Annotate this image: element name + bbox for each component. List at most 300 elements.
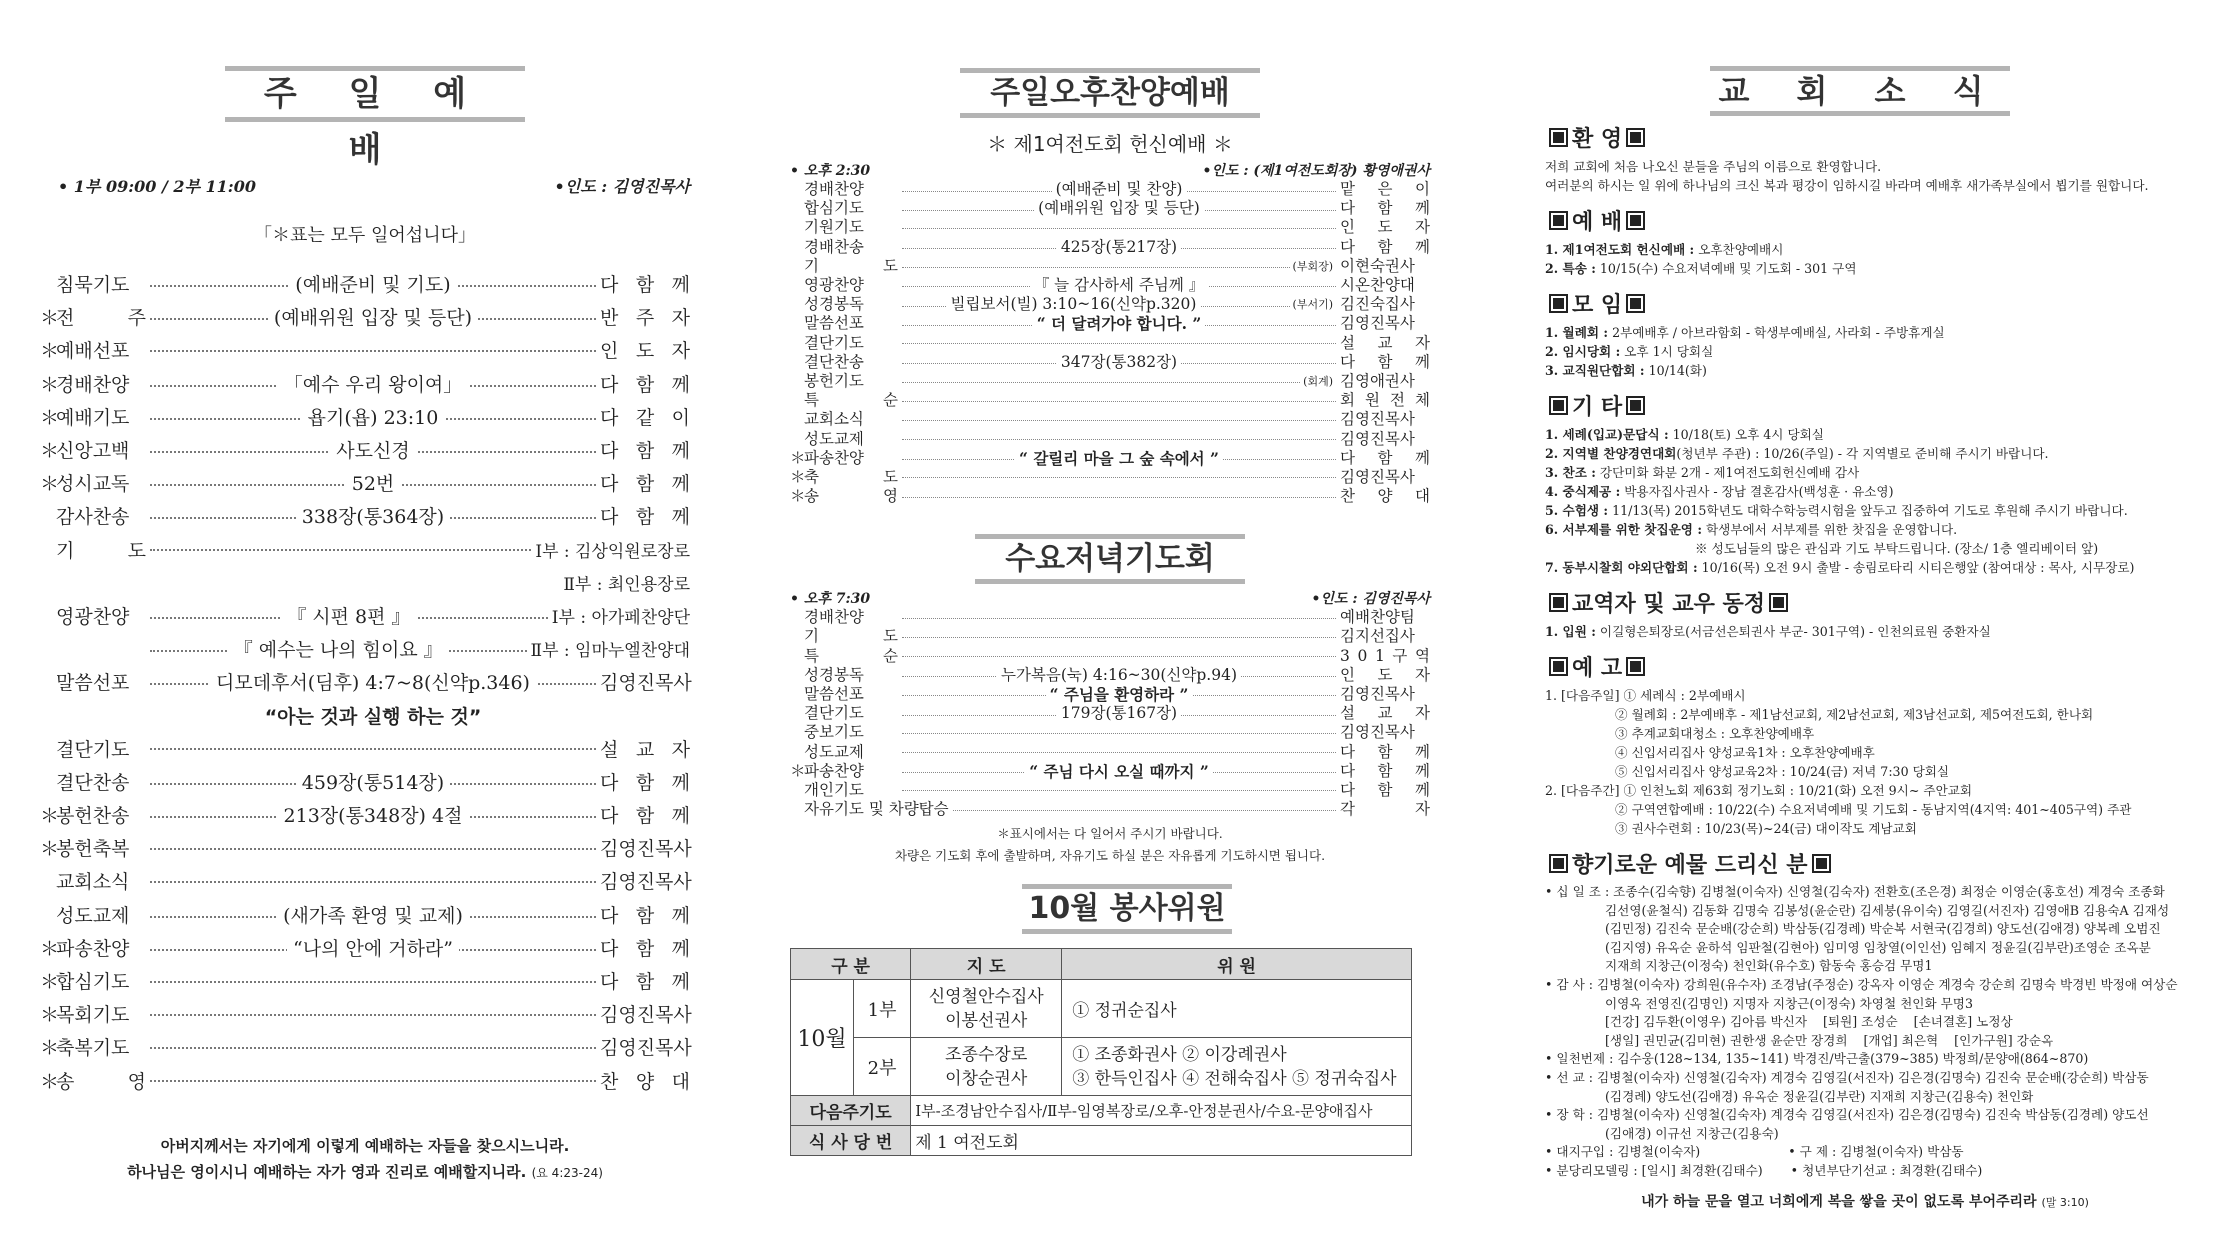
order-dots <box>150 668 596 695</box>
list-item: • 선 교 : 김병철(이숙자) 신영철(김숙자) 계경숙 김영길(서진자) 김은경(김명숙) 김진숙 문순배(강순희) 박삼동 <box>1545 1069 2149 1085</box>
order-label: 결단기도 <box>56 738 130 761</box>
order-person: 회 원 전 체 <box>1340 391 1430 410</box>
list-item: ⑤ 신입서리집사 양성교육2차 : 10/24(금) 저녁 7:30 당회실 <box>1615 764 1950 779</box>
standing-mark: ＊ <box>40 1004 60 1027</box>
order-label: 결단기도 <box>804 704 864 723</box>
table-row <box>790 685 1430 704</box>
order-dots <box>902 666 1336 685</box>
standing-mark: ＊ <box>790 487 806 506</box>
order-person: 설 교 자 <box>1340 704 1430 723</box>
item-text: 강단미화 화분 2개 - 제1여전도회헌신예배 감사 <box>1595 465 1860 480</box>
table-row <box>790 704 1430 723</box>
service-leader: •인도 : 김영진목사 <box>554 177 690 196</box>
church-news-title-box <box>1710 66 2010 116</box>
order-label: 중보기도 <box>804 723 864 742</box>
order-person: 김영진목사 <box>1340 685 1415 704</box>
order-dots <box>902 704 1336 723</box>
officer-role: (회계) <box>1300 372 1336 391</box>
order-label: 자유기도 및 차량탑승 <box>804 800 949 819</box>
order-person: 다 같 이 <box>600 406 690 429</box>
order-person: 다 함 께 <box>600 506 690 529</box>
order-dots <box>902 314 1336 333</box>
item-text: (청년부 주관) : 10/26(주일) - 각 지역별로 준비해 주시기 바랍니다. <box>1676 446 2049 461</box>
table-row <box>790 781 1430 800</box>
item-heading: 1. 세례(입교)문답식 : <box>1545 427 1669 442</box>
order-person: 김영진목사 <box>600 672 692 695</box>
offering-list <box>1545 883 2185 1181</box>
officer-role: (부서기) <box>1290 295 1336 314</box>
list-item: 2. 임시당회 : 오후 1시 당회실 <box>1545 344 1714 359</box>
list-item: • 분당리모델링 : [일시] 최경환(김태수) • 청년부단기선교 : 최경환(김태수) <box>1545 1162 1983 1178</box>
table-row <box>40 665 690 698</box>
standing-mark: ＊ <box>40 1037 60 1060</box>
list-item: (김지영) 유옥순 윤하석 임판철(김현아) 임미영 임창열(이인선) 임혜지 정윤길(김부란)조영순 조옥분 <box>1605 939 2151 955</box>
order-label: 성도교제 <box>804 429 864 448</box>
table-row <box>790 314 1430 333</box>
list-item: • 대지구입 : 김병철(이숙자) • 구 제 : 김병철(이숙자) 박삼동 <box>1545 1144 1964 1160</box>
order-person: 다 함 께 <box>600 771 690 794</box>
item-heading: 5. 수험생 : <box>1545 503 1609 518</box>
order-label: 송 영 <box>804 487 898 506</box>
order-detail: (예배준비 및 찬양) <box>1052 180 1187 199</box>
afternoon-subtitle: ＊ 제1여전도회 헌신예배 ＊ <box>987 132 1233 156</box>
wednesday-time: • 오후 7:30 <box>790 591 871 608</box>
order-label: 합심기도 <box>56 971 130 994</box>
afternoon-order <box>790 180 1430 506</box>
order-person: 김영진목사 <box>600 871 692 894</box>
order-label: 경배찬양 <box>56 373 130 396</box>
order-dots <box>902 449 1336 468</box>
order-detail: 213장(통348장) 4절 <box>278 801 469 828</box>
item-heading: 3. 찬조 : <box>1545 465 1596 480</box>
volunteer-table-header: 구 분 지 도 위 원 <box>791 949 1412 980</box>
list-item: 1. 월례회 : 2부예배후 / 아브라함회 - 학생부예배실, 사라회 - 주방휴게실 <box>1545 325 1945 340</box>
order-of-service <box>40 267 690 1097</box>
table-row <box>40 1030 690 1063</box>
table-row <box>790 429 1430 448</box>
standing-mark: ＊ <box>40 838 60 861</box>
wednesday-leader: •인도 : 김영진목사 <box>1311 591 1430 608</box>
order-label: 파송찬양 <box>804 761 864 780</box>
list-item <box>1545 539 2185 558</box>
service-time: • 1부 09:00 / 2부 11:00 <box>58 177 256 196</box>
order-label: 목회기도 <box>56 1004 130 1027</box>
order-detail: (예배위원 입장 및 등단) <box>1034 199 1204 218</box>
order-label: 결단기도 <box>804 333 864 352</box>
order-person: 다 함 께 <box>600 904 690 927</box>
list-item: • 감 사 : 김병철(이숙자) 강희원(유수자) 조경남(주정순) 강옥자 이영순 계경숙 강순희 김명숙 박경빈 박정애 여상순 <box>1545 976 2178 992</box>
afternoon-service-column <box>790 0 1430 1156</box>
welcome-line-2: 여러분의 하시는 일 위에 하나님의 크신 복과 평강이 임하시길 바라며 예배후 새가족부실에서 뵙기를 원합니다. <box>1545 178 2149 193</box>
table-row <box>790 257 1430 276</box>
table-row <box>790 218 1430 237</box>
table-row <box>790 372 1430 391</box>
list-item <box>1545 501 2185 520</box>
item-heading: 4. 중식제공 : <box>1545 484 1621 499</box>
table-row <box>40 333 690 366</box>
order-label: 기원기도 <box>804 218 864 237</box>
list-item: ② 구역연합예배 : 10/22(수) 수요저녁예배 및 기도회 - 동남지역(4지역: 401~405구역) 주관 <box>1615 802 2132 817</box>
table-row <box>790 468 1430 487</box>
staff-heading: 교역자 및 교우 동정 <box>1545 587 2185 618</box>
order-dots <box>902 180 1336 199</box>
order-detail: 누가복음(눅) 4:16~30(신약p.94) <box>997 666 1241 685</box>
order-detail: 459장(통514장) <box>296 768 450 795</box>
order-label: 예배기도 <box>56 406 130 429</box>
preview-list <box>1545 686 2185 838</box>
afternoon-leader: •인도 : (제1여전도회장) 황영애권사 <box>1202 163 1430 179</box>
sunday-worship-column <box>40 0 690 1186</box>
order-label: 성경봉독 <box>804 295 864 314</box>
order-detail: “나의 안에 거하라” <box>287 934 459 961</box>
standing-mark: ＊ <box>40 406 60 429</box>
item-text: 10/18(토) 오후 4시 당회실 <box>1668 427 1824 442</box>
order-person: 다 함 께 <box>600 805 690 828</box>
offering-heading: 향기로운 예물 드리신 분 <box>1545 848 2185 879</box>
table-row <box>40 698 690 731</box>
standing-mark: ＊ <box>790 448 806 467</box>
table-row <box>790 276 1430 295</box>
order-label: 결단찬송 <box>804 352 864 371</box>
order-label: 침묵기도 <box>56 274 130 297</box>
standing-mark: ＊ <box>40 1070 60 1093</box>
list-item: 이영옥 전영진(김명인) 지명자 지창근(이정숙) 차영철 천인화 무명3 <box>1605 995 1973 1011</box>
item-text: 10/16(목) 오전 9시 출발 - 송림로타리 시티은행앞 (참여대상 : 목사, 시무장로) <box>1697 560 2135 575</box>
order-label: 합심기도 <box>804 199 864 218</box>
list-item: • 장 학 : 김병철(이숙자) 신영철(김숙자) 계경숙 김영길(서진자) 김은경(김명숙) 김진숙 박삼동(김경례) 양도선 <box>1545 1107 2149 1123</box>
table-row <box>40 566 690 599</box>
order-detail: 347장(통382장) <box>1057 353 1181 372</box>
table-row <box>790 647 1430 666</box>
order-label: 특 순 <box>804 646 898 665</box>
order-person: 찬 양 대 <box>600 1070 690 1093</box>
order-dots <box>150 635 527 662</box>
item-heading: 6. 서부제를 위한 찻집운영 : <box>1545 522 1702 537</box>
order-person: 다 함 께 <box>1340 448 1430 467</box>
list-item: ③ 권사수련회 : 10/23(목)~24(금) 대이작도 계남교회 <box>1615 821 1917 836</box>
item-text: ※ 성도님들의 많은 관심과 기도 부탁드립니다. (장소/ 1층 엘리베이터 앞) <box>1695 541 2099 556</box>
table-row: 식 사 당 번 제 1 여전도회 <box>791 1126 1412 1156</box>
table-row <box>40 300 690 333</box>
verse-ref: (요 4:23-24) <box>531 1165 603 1180</box>
order-person: 다 함 께 <box>600 274 690 297</box>
list-item <box>1545 425 2185 444</box>
table-row <box>40 533 690 566</box>
order-detail: 179장(통167장) <box>1057 704 1181 723</box>
order-label: 축 도 <box>804 467 898 486</box>
order-dots <box>146 702 600 729</box>
list-item: 김선영(윤철식) 김동화 김명숙 김봉성(윤순란) 김세붕(유이숙) 김영길(서진자) 김영애B 김용숙A 김재성 <box>1605 902 2170 918</box>
table-row <box>40 831 690 864</box>
wednesday-note-2: 차량은 기도회 후에 출발하며, 자유기도 하실 분은 자유롭게 기도하시면 됩니다. <box>894 848 1326 864</box>
table-row <box>40 864 690 897</box>
order-detail: 욥기(욥) 23:10 <box>302 403 445 430</box>
standing-mark: ＊ <box>40 473 60 496</box>
table-row: 다음주기도 Ⅰ부-조경남안수집사/Ⅱ부-임영복장로/오후-안정분권사/수요-문양애집사 <box>791 1096 1412 1126</box>
bottom-verse-ref: (말 3:10) <box>2041 1195 2089 1209</box>
order-dots <box>150 303 596 330</box>
table-row <box>40 931 690 964</box>
order-dots <box>150 901 596 928</box>
list-item <box>1545 482 2185 501</box>
table-row <box>790 353 1430 372</box>
worship-heading: 예 배 <box>1545 205 2185 236</box>
standing-note: 「＊표는 모두 일어섭니다」 <box>254 225 476 246</box>
order-label: 파송찬양 <box>56 937 130 960</box>
standing-mark: ＊ <box>790 467 806 486</box>
list-item: 지재희 지창근(이정숙) 천인화(유수호) 함동숙 홍승검 무명1 <box>1605 958 1933 974</box>
order-person: 다 함 께 <box>600 971 690 994</box>
order-dots <box>150 768 596 795</box>
order-dots <box>902 257 1336 276</box>
order-person: 김영진목사 <box>1340 314 1415 333</box>
order-label: 교회소식 <box>804 410 864 429</box>
table-row <box>790 295 1430 314</box>
order-dots <box>902 295 1336 314</box>
list-item: ② 월례회 : 2부예배후 - 제1남선교회, 제2남선교회, 제3남선교회, 제5여전도회, 한나회 <box>1615 707 2094 722</box>
order-dots <box>902 276 1336 295</box>
order-dots <box>150 469 596 496</box>
list-item <box>1545 463 2185 482</box>
verse-line-1: 아버지께서는 자기에게 이렇게 예배하는 자들을 찾으시느니라. <box>160 1136 570 1155</box>
order-label: 기 도 <box>804 256 898 275</box>
order-person: 김지선집사 <box>1340 627 1415 646</box>
order-person: 다 함 께 <box>600 473 690 496</box>
table-row <box>790 800 1430 819</box>
order-label: 말씀선포 <box>804 314 864 333</box>
wednesday-title-box <box>975 534 1245 584</box>
list-item: (김경례) 양도선(김애경) 유옥순 정윤길(김부란) 지재희 지창근(김용숙) 천인화 <box>1605 1088 2034 1104</box>
order-person: 김영애권사 <box>1340 371 1415 390</box>
order-dots <box>150 370 596 397</box>
order-person: 다 함 께 <box>1340 199 1430 218</box>
etc-heading: 기 타 <box>1545 390 2185 421</box>
list-item: (김애경) 이규선 지창근(김용숙) <box>1605 1125 1779 1141</box>
order-detail: (예배위원 입장 및 등단) <box>268 303 478 330</box>
order-dots <box>150 270 596 297</box>
order-label: 봉헌찬송 <box>56 805 130 828</box>
order-dots <box>902 685 1336 704</box>
order-detail: 디모데후서(딤후) 4:7~8(신약p.346) <box>210 668 536 695</box>
order-label: 감사찬송 <box>56 506 130 529</box>
etc-list <box>1545 425 2185 577</box>
table-row <box>40 997 690 1030</box>
order-person: 찬 양 대 <box>1340 487 1430 506</box>
table-row <box>790 238 1430 257</box>
order-person: 다 함 께 <box>600 440 690 463</box>
order-detail: (새가족 환영 및 교제) <box>277 901 469 928</box>
list-item: 1. [다음주일] ① 세례식 : 2부예배시 <box>1545 688 1746 703</box>
order-label: 성도교제 <box>56 904 130 927</box>
standing-mark: ＊ <box>40 307 60 330</box>
order-label: 송 영 <box>56 1070 146 1093</box>
list-item: 2. 특송 : 10/15(수) 수요저녁예배 및 기도회 - 301 구역 <box>1545 261 1857 276</box>
table-row <box>40 798 690 831</box>
item-text: 박용자집사권사 - 장남 결혼감사(백성훈 · 유소영) <box>1620 484 1894 499</box>
order-person: 김영진목사 <box>600 1004 692 1027</box>
order-person: 인 도 자 <box>1340 218 1430 237</box>
table-row <box>40 964 690 997</box>
month-cell: 10월 <box>791 980 854 1096</box>
standing-mark: ＊ <box>40 937 60 960</box>
table-row <box>790 487 1430 506</box>
order-dots <box>150 502 596 529</box>
order-person: 다 함 께 <box>1340 761 1430 780</box>
order-person: 다 함 께 <box>1340 237 1430 256</box>
list-item: ④ 신입서리집사 양성교육1차 : 오후찬양예배후 <box>1615 745 1875 760</box>
table-row <box>40 400 690 433</box>
order-dots <box>902 372 1336 391</box>
table-row <box>40 1064 690 1097</box>
wednesday-note-1: ＊표시에서는 다 일어서 주시기 바랍니다. <box>997 826 1223 842</box>
table-row <box>40 267 690 300</box>
order-person: 다 함 께 <box>1340 352 1430 371</box>
order-detail: 「예수 우리 왕이여」 <box>278 370 469 397</box>
order-label: 개인기도 <box>804 780 864 799</box>
volunteer-title: 10월 봉사위원 <box>1028 891 1226 927</box>
order-person: 김영진목사 <box>1340 410 1415 429</box>
table-row <box>40 732 690 765</box>
order-person: 김영진목사 <box>1340 429 1415 448</box>
order-dots <box>150 436 596 463</box>
item-heading: 2. 지역별 찬양경연대회 <box>1545 446 1677 461</box>
table-row <box>790 743 1430 762</box>
table-row <box>790 180 1430 199</box>
order-person: 김영진목사 <box>600 838 692 861</box>
order-person: Ⅱ부 : 최인용장로 <box>563 574 690 595</box>
table-row <box>790 449 1430 468</box>
meeting-heading: 모 임 <box>1545 288 2185 319</box>
table-row <box>790 334 1430 353</box>
list-item: [생일] 권민균(김미현) 권한생 윤순만 장경희 [개업] 최은혁 [인가구원] 강순옥 <box>1605 1032 2054 1048</box>
order-label: 경배찬양 <box>804 608 864 627</box>
order-person: 김영진목사 <box>1340 723 1415 742</box>
table-row <box>790 199 1430 218</box>
sunday-worship-title-box <box>225 66 525 170</box>
table-row <box>790 762 1430 781</box>
table-row <box>40 765 690 798</box>
order-person: 각 자 <box>1340 800 1430 819</box>
order-detail: 338장(통364장) <box>296 502 450 529</box>
order-label: 봉헌기도 <box>804 371 864 390</box>
table-row <box>40 898 690 931</box>
order-label: 성경봉독 <box>804 665 864 684</box>
order-dots <box>902 762 1336 781</box>
order-person: 시온찬양대 <box>1340 276 1415 295</box>
table-row <box>790 723 1430 742</box>
table-row <box>790 391 1430 410</box>
order-detail: (예배준비 및 기도) <box>289 270 456 297</box>
list-item: 3. 교직원단합회 : 10/14(화) <box>1545 363 1707 378</box>
order-person: Ⅱ부 : 임마누엘찬양대 <box>530 641 690 662</box>
welcome-heading: 환 영 <box>1545 122 2185 153</box>
table-row <box>790 410 1430 429</box>
list-item: [건강] 김두환(이영우) 김아름 박신자 [퇴원] 조성순 [손녀결혼] 노정상 <box>1605 1014 2013 1030</box>
order-dots <box>150 934 596 961</box>
order-detail: 425장(통217장) <box>1057 238 1181 257</box>
list-item: 1. 제1여전도회 헌신예배 : 오후찬양예배시 <box>1545 242 1784 257</box>
order-detail: 『 늘 감사하세 주님께 』 <box>1030 276 1209 295</box>
order-detail: “ 갈릴리 마을 그 숲 속에서 ” <box>1015 449 1223 468</box>
order-label: 파송찬양 <box>804 448 864 467</box>
order-label: 전 주 <box>56 307 146 330</box>
volunteer-table <box>790 948 1412 1156</box>
list-item: • 일천번제 : 김수웅(128~134, 135~141) 박경진/박근출(379~385) 박정희/문양애(864~870) <box>1545 1051 2089 1067</box>
list-item: (김민정) 김진숙 문순배(강순희) 박삼동(김경례) 박순복 서현국(김경희) 양도선(김애경) 양복례 오범진 <box>1605 921 2161 937</box>
order-person: 예배찬양팀 <box>1340 608 1415 627</box>
preview-heading: 예 고 <box>1545 651 2185 682</box>
order-label: 말씀선포 <box>804 685 864 704</box>
table-row: 10월 1부 신영철안수집사 이봉선권사 ① 정귀순집사 <box>791 980 1412 1038</box>
order-person: 맡 은 이 <box>1340 180 1430 199</box>
order-label: 예배선포 <box>56 340 130 363</box>
list-item <box>1545 520 2185 539</box>
afternoon-time: • 오후 2:30 <box>790 163 871 179</box>
order-person: 이현숙권사 <box>1340 256 1415 275</box>
order-person: 다 함 께 <box>600 373 690 396</box>
order-label: 특 순 <box>804 391 898 410</box>
order-label: 결단찬송 <box>56 771 130 794</box>
order-detail: 『 시편 8편 』 <box>281 602 416 629</box>
list-item: 2. [다음주간] ① 인천노회 제63회 정기노회 : 10/21(화) 오전 9시~ 주안교회 <box>1545 783 1973 798</box>
order-person: 인 도 자 <box>1340 665 1430 684</box>
order-detail: “ 더 달려가야 합니다. ” <box>1033 314 1206 333</box>
order-label: 성도교제 <box>804 742 864 761</box>
order-person: Ⅰ부 : 아가페찬양단 <box>551 607 690 628</box>
table-row <box>790 608 1430 627</box>
order-dots <box>902 238 1336 257</box>
order-dots <box>902 199 1336 218</box>
order-label: 경배찬양 <box>804 180 864 199</box>
order-person: Ⅰ부 : 김상익원로장로 <box>535 541 690 562</box>
order-label: 영광찬양 <box>56 605 130 628</box>
table-row <box>40 632 690 665</box>
sunday-worship-title: 주 일 예 배 <box>263 74 487 170</box>
order-person: 김영진목사 <box>600 1037 692 1060</box>
item-heading: 7. 동부시찰회 야외단합회 : <box>1545 560 1698 575</box>
wednesday-title: 수요저녁기도회 <box>1005 541 1215 578</box>
table-row <box>790 666 1430 685</box>
order-person: 다 함 께 <box>600 937 690 960</box>
order-label: 신앙고백 <box>56 440 130 463</box>
standing-mark: ＊ <box>40 805 60 828</box>
order-label: 영광찬양 <box>804 276 864 295</box>
standing-mark: ＊ <box>790 761 806 780</box>
standing-mark: ＊ <box>40 373 60 396</box>
order-detail: 『 예수는 나의 힘이요 』 <box>228 635 449 662</box>
order-dots <box>146 571 563 593</box>
order-person: 인 도 자 <box>600 340 690 363</box>
order-dots <box>150 403 596 430</box>
order-label: 봉헌축복 <box>56 838 130 861</box>
afternoon-title-box <box>960 68 1260 118</box>
table-row <box>40 599 690 632</box>
table-row <box>40 499 690 532</box>
bottom-verse: 내가 하늘 문을 열고 너희에게 복을 쌓을 곳이 없도록 부어주리라 (말 3:10) <box>1641 1193 2089 1210</box>
church-news-title: 교 회 소 식 <box>1718 72 2002 110</box>
wednesday-order <box>790 608 1430 819</box>
list-item <box>1545 558 2185 577</box>
order-label: 교회소식 <box>56 871 130 894</box>
welcome-line-1: 저희 교회에 처음 나오신 분들을 주님의 이름으로 환영합니다. <box>1545 159 1882 174</box>
order-detail: “아는 것과 실행 하는 것” <box>259 706 488 728</box>
list-item <box>1545 444 2185 463</box>
list-item: • 십 일 조 : 조종수(김숙향) 김병철(이숙자) 신영철(김숙자) 전환호(조은경) 최정순 이영순(홍호선) 계경숙 조종화 <box>1545 884 2165 899</box>
order-label: 기 도 <box>56 539 146 562</box>
order-person: 김영진목사 <box>1340 467 1415 486</box>
order-person: 설 교 자 <box>600 738 690 761</box>
table-row <box>790 627 1430 646</box>
